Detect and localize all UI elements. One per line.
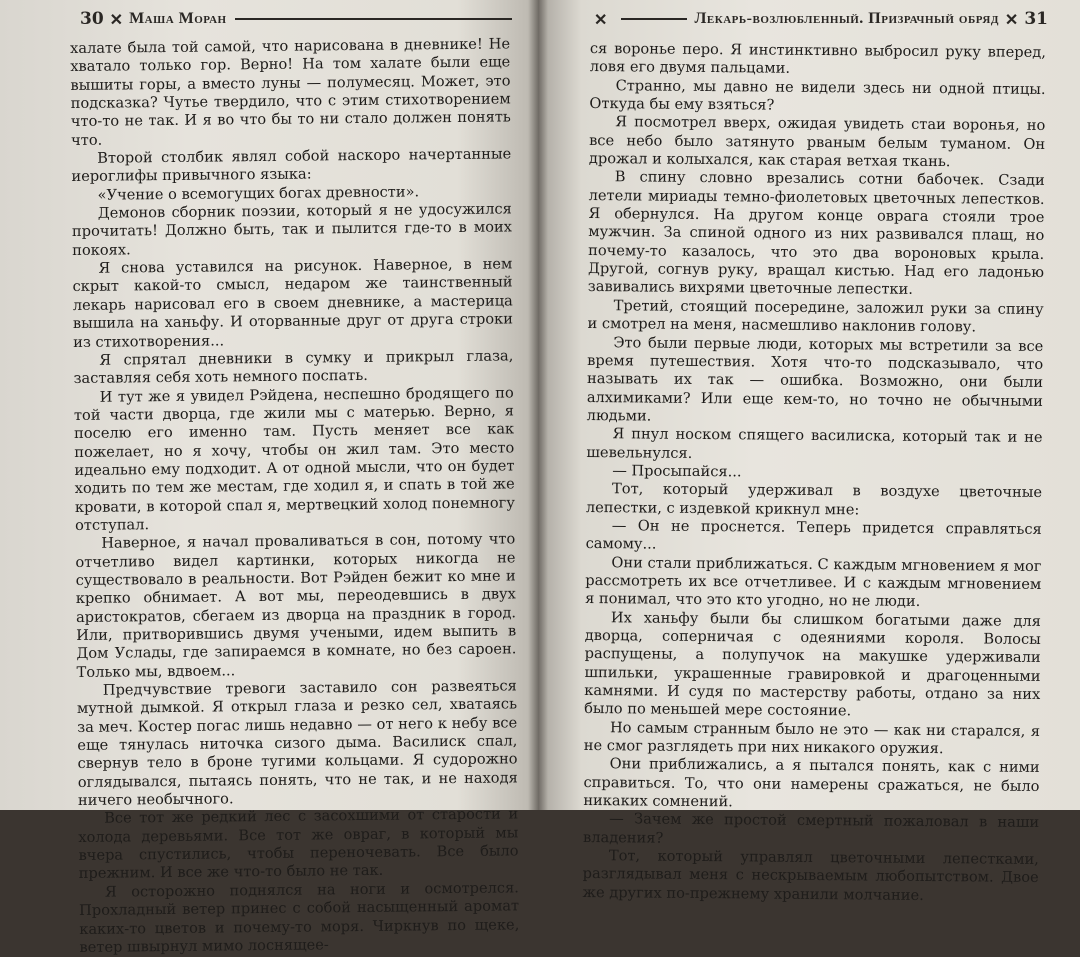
paragraph: Они приближались, а я пытался понять, как с ними справиться. То, что они намерены сражаться, не было никаких сомнений.	[583, 755, 1040, 811]
paragraph: Предчувствие тревоги заставило сон развеяться мутной дымкой. Я открыл глаза и резко сел, хватаясь за меч. Костер погас лишь недавно — от него к небу все еще тянулась ниточка сизого дыма. Василиск спал, свернув тело в броне тугими кольцами. Я судорожно оглядывался, пытаясь понять, что не так, и не находя ничего необычного.	[76, 677, 518, 810]
paragraph: Это были первые люди, которых мы встретили за все время путешествия. Хотя что-то подсказывало, что называть их так — ошибка. Возможно, они были алхимиками? Или еще кем-то, но точно не обычными людьми.	[586, 333, 1044, 425]
paragraph: И тут же я увидел Рэйдена, неспешно бродящего по той части дворца, где жили мы с матерью. Верно, я поселю его именно там. Пусть меняет все как пожелает, но я хочу, чтобы он жил там. Это место идеально ему подходит. А от одной мысли, что он будет ходить по тем же местам, где ходил я, и спать в той же кровати, в которой спал я, мертвецкий холод понемногу отступал.	[73, 383, 515, 534]
paragraph: Второй столбик являл собой наскоро начертанные иероглифы привычного языка:	[71, 145, 512, 186]
running-head-title: Лекарь-возлюбленный. Призрачный обряд	[694, 10, 999, 27]
right-page	[538, 0, 1080, 904]
paragraph: В спину словно врезались сотни бабочек. Сзади летели мириады темно-фиолетовых цветочных лепестков. Я обернулся. На другом конце оврага стояли трое мужчин. За спиной одного из них развивался плащ, но почему-то казалось, что это два вороновых крыла. Другой, согнув руку, вращал кистью. Над его ладонью завивались вихрями цветочные лепестки.	[587, 168, 1045, 299]
right-page-header	[588, 4, 1048, 34]
page-number: 31	[1024, 9, 1048, 29]
paragraph: Но самым странным было не это — как ни старался, я не смог разглядеть при них никакого оружия.	[583, 718, 1041, 758]
ornament-icon: ✕	[594, 9, 608, 29]
running-head-author: Маша Моран	[129, 10, 227, 27]
ornament-icon: ✕	[109, 9, 124, 29]
paragraph: Я снова уставился на рисунок. Наверное, в нем скрыт какой-то смысл, недаром же таинственный лекарь нарисовал его в своем дневнике, а мастерица вышила на ханьфу. И оторванные друг от друга строки из стихотворения...	[72, 255, 514, 351]
paragraph: Они стали приближаться. С каждым мгновением я мог рассмотреть их все отчетливее. И с каждым мгновением я понимал, что это кто угодно, но не люди.	[585, 553, 1042, 611]
paragraph: Третий, стоящий посередине, заложил руки за спину и смотрел на меня, насмешливо наклонив голову.	[587, 297, 1044, 336]
paragraph: Все тот же редкий лес с засохшими от старости и холода деревьями. Все тот же овраг, в который мы вчера спустились, чтобы переночевать. Все было прежним. И все же что-то было не так.	[78, 805, 519, 883]
paragraph: халате была той самой, что нарисована в дневнике! Не хватало только гор. Верно! На том халате были еще вышиты горы, а вместо луны — полумесяц. Может, это подсказка? Чутье твердило, что с этим стихотворением что-то не так. И я во что бы то ни стало должен понять что.	[70, 35, 511, 149]
right-page-text	[582, 40, 1046, 906]
left-page-header	[80, 4, 520, 34]
paragraph: Их ханьфу были бы слишком богатыми даже для дворца, соперничая с одеяниями короля. Волосы распущены, а полупучок на макушке удерживали шпильки, украшенные гравировкой и драгоценными камнями. И судя по мастерству работы, отдано за них было по меньшей мере состояние.	[584, 608, 1042, 720]
paragraph: Я пнул носком спящего василиска, который так и не шевельнулся.	[586, 425, 1043, 462]
paragraph: Тот, который удерживал в воздухе цветочные лепестки, с издевкой крикнул мне:	[585, 480, 1043, 518]
paragraph: «Учение о всемогущих богах древности».	[97, 183, 420, 204]
left-page	[0, 0, 538, 956]
paragraph: — Просыпайся...	[612, 462, 742, 481]
paragraph: — Он не проснется. Теперь придется справляться самому...	[585, 517, 1042, 553]
paragraph: Тот, который управлял цветочными лепестками, разглядывал меня с нескрываемым любопытством. Двое же других по-прежнему хранили молчание.	[582, 847, 1039, 904]
paragraph: Я посмотрел вверх, ожидая увидеть стаи воронья, но все небо было затянуто рваным белым туманом. Он дрожал и колыхался, как старая ветхая ткань.	[588, 113, 1046, 171]
header-rule	[621, 18, 686, 20]
left-page-text	[70, 35, 520, 957]
paragraph: — Зачем же простой смертный пожаловал в наши владения?	[582, 810, 1040, 847]
paragraph: Я спрятал дневники в сумку и прикрыл глаза, заставляя себя хоть немного поспать.	[73, 347, 514, 388]
paragraph: Демонов сборник поэзии, который я не удосужился прочитать! Должно быть, так и пылится где-то в моих покоях.	[71, 200, 513, 259]
ornament-icon: ✕	[1004, 9, 1019, 29]
paragraph: Странно, мы давно не видели здесь ни одной птицы. Откуда бы ему взяться?	[589, 76, 1046, 114]
header-rule	[235, 18, 512, 20]
paragraph: Я осторожно поднялся на ноги и осмотрелся. Прохладный ветер принес с собой насыщенный аромат каких-то цветов и почему-то моря. Чиркнув по щеке, ветер швырнул мимо лоснящее-	[79, 879, 520, 956]
book-gutter	[528, 0, 548, 810]
paragraph: Наверное, я начал проваливаться в сон, потому что отчетливо видел картинки, которых никогда не существовало в реальности. Вот Рэйден бежит ко мне и крепко обнимает. А вот мы, переодевшись в двух аристократов, сбегаем из дворца на праздник в город. Или, притворившись двумя учеными, идем выпить в Дом Услады, где запираемся в комнате, но без сароен. Только мы, вдвоем...	[75, 530, 517, 681]
page-number: 30	[80, 9, 104, 29]
paragraph: ся воронье перо. Я инстинктивно выбросил руку вперед, ловя его двумя пальцами.	[589, 40, 1046, 78]
